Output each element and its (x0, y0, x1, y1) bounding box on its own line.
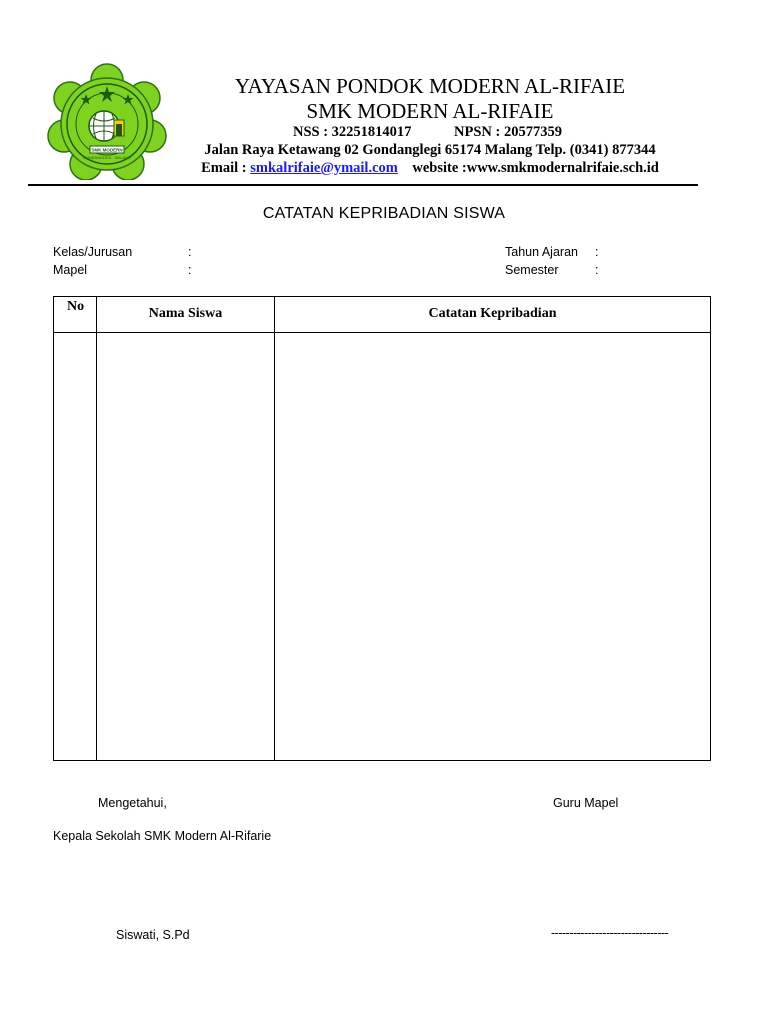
mapel-colon: : (188, 263, 192, 277)
guru-mapel-label: Guru Mapel (553, 796, 619, 810)
header-divider (28, 184, 698, 186)
semester-colon: : (595, 263, 599, 277)
header-row-divider (54, 332, 710, 333)
tahun-ajaran-label: Tahun Ajaran (505, 245, 578, 259)
column-divider-2 (274, 297, 275, 760)
svg-text:GONDANGLEGI - MALANG: GONDANGLEGI - MALANG (83, 156, 131, 160)
principal-name: Siswati, S.Pd (116, 928, 190, 942)
school-address: Jalan Raya Ketawang 02 Gondanglegi 65174 Malang Telp. (0341) 877344 (204, 142, 656, 158)
school-name: SMK MODERN AL-RIFAIE (306, 99, 554, 123)
column-divider-1 (96, 297, 97, 760)
email-label: Email : (201, 160, 251, 176)
email-link[interactable]: smkalrifaie@ymail.com (250, 160, 398, 176)
foundation-name: YAYASAN PONDOK MODERN AL-RIFAIE (234, 74, 626, 98)
mapel-label: Mapel (53, 263, 88, 277)
contact-line (150, 160, 710, 177)
column-header-no: No (67, 299, 85, 314)
teacher-signature-line: -------------------------------- (551, 926, 669, 940)
kelas-label: Kelas/Jurusan (53, 245, 133, 259)
column-header-catatan: Catatan Kepribadian (428, 306, 557, 321)
principal-role: Kepala Sekolah SMK Modern Al-Rifarie (53, 829, 272, 843)
mengetahui-label: Mengetahui, (98, 796, 167, 810)
svg-text:SMK MODERN: SMK MODERN (91, 147, 123, 153)
website-text: website :www.smkmodernalrifaie.sch.id (412, 160, 659, 176)
tahun-ajaran-colon: : (595, 245, 599, 259)
kelas-colon: : (188, 245, 192, 259)
nss-number: NSS : 32251814017 (293, 124, 412, 140)
personality-notes-table (53, 296, 711, 761)
npsn-number: NPSN : 20577359 (454, 124, 562, 140)
column-header-nama-siswa: Nama Siswa (148, 306, 223, 321)
semester-label: Semester (505, 263, 559, 277)
document-title: CATATAN KEPRIBADIAN SISWA (262, 205, 506, 222)
